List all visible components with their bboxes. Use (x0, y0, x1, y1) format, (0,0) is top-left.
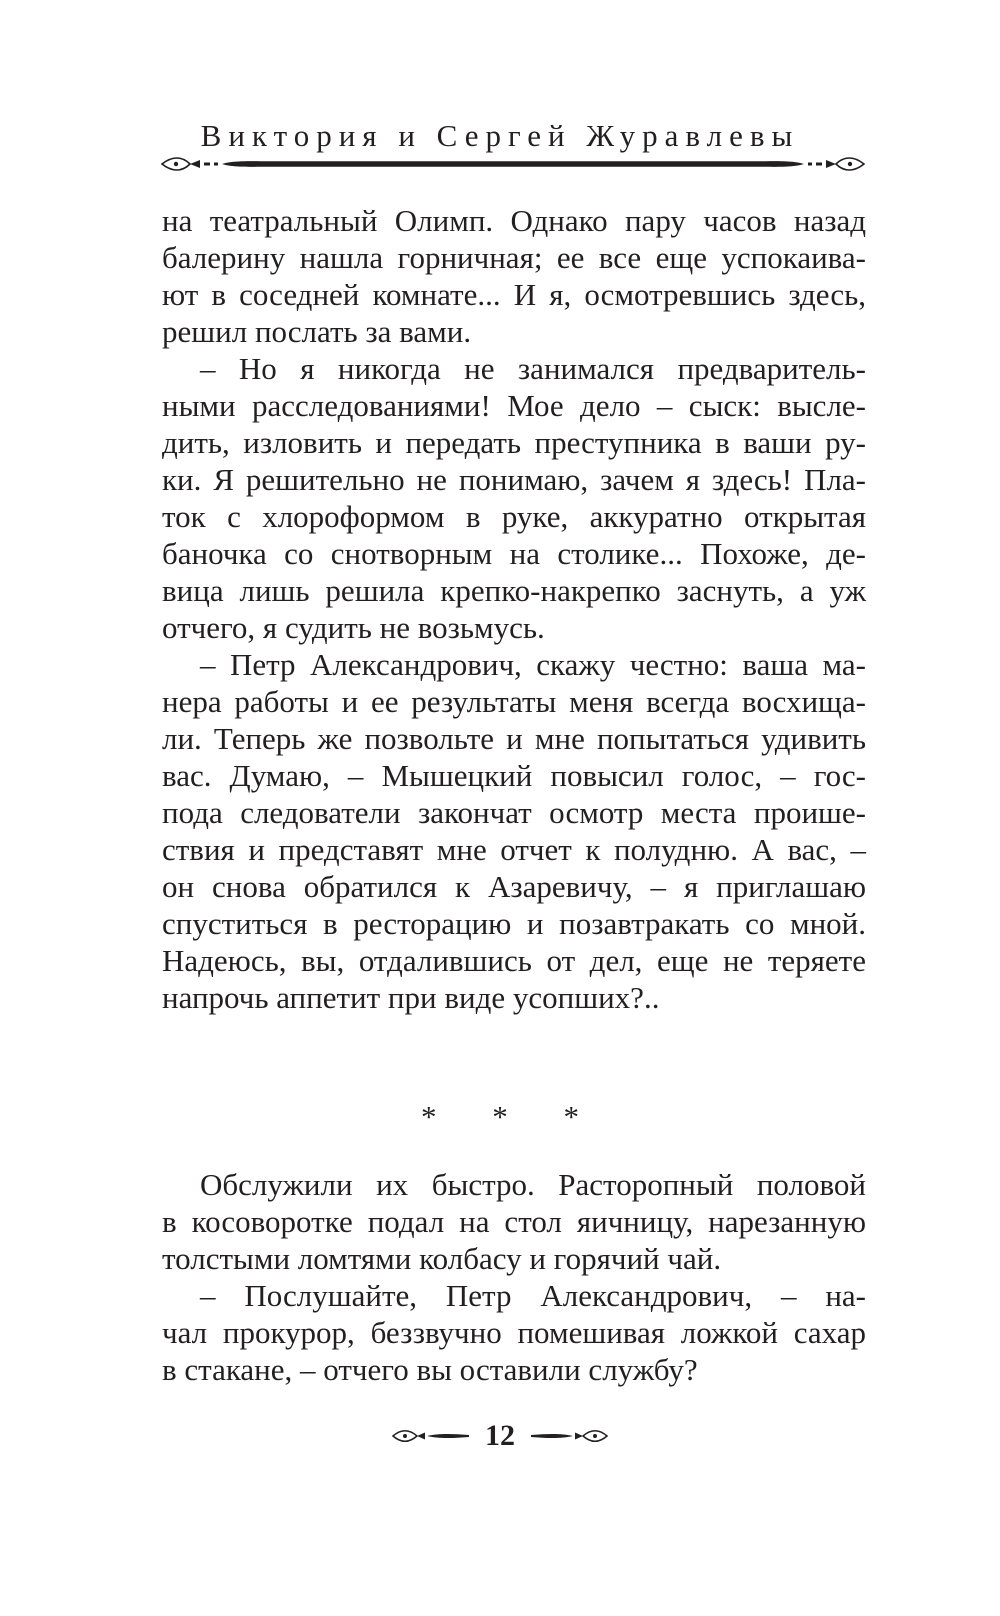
folio-ornament-left-icon (391, 1426, 471, 1446)
text-line: вас. Думаю, – Мышецкий повысил голос, – гос- (162, 758, 866, 793)
text-line: вица лишь решила крепко-накрепко заснуть, а уж (162, 573, 866, 608)
text-line: ли. Теперь же позвольте и мне попытаться удивить (162, 721, 866, 756)
text-line: на театральный Олимп. Однако пару часов назад (162, 203, 866, 238)
text-line: в стакане, – отчего вы оставили службу? (162, 1352, 698, 1387)
text-line: – Петр Александрович, скажу честно: ваша ма- (200, 647, 866, 682)
text-line: баночка со снотворным на столике... Похоже, де- (162, 536, 866, 571)
text-line: напрочь аппетит при виде усопших?.. (162, 980, 660, 1015)
text-block-first (162, 202, 866, 1016)
text-line: пода следователи закончат осмотр места проише- (162, 795, 866, 830)
text-line: в косоворотке подал на стол яичницу, нарезанную (162, 1204, 866, 1239)
text-line: ток с хлороформом в руке, аккуратно открытая (162, 499, 866, 534)
text-block-second (162, 1166, 866, 1388)
text-line: ными расследованиями! Мое дело – сыск: высле- (162, 388, 866, 423)
text-line: Обслужили их быстро. Расторопный половой (200, 1167, 866, 1202)
text-line: нера работы и ее результаты меня всегда восхища- (162, 684, 866, 719)
text-line: ки. Я решительно не понимаю, зачем я здесь! Пла- (162, 462, 866, 497)
text-line: отчего, я судить не возьмусь. (162, 610, 545, 645)
section-break-asterisks: * * * (421, 1099, 603, 1134)
text-line: Надеюсь, вы, отдалившись от дел, еще не теряете (162, 943, 866, 978)
running-head-title: Виктория и Сергей Журавлевы (200, 118, 800, 153)
page-number: 12 (485, 1419, 515, 1452)
text-line: ствия и представят мне отчет к полудню. А вас, – (162, 832, 866, 867)
text-line: – Но я никогда не занимался предваритель- (200, 351, 866, 386)
folio-ornament-right-icon (529, 1426, 609, 1446)
text-line: чал прокурор, беззвучно помешивая ложкой сахар (162, 1315, 866, 1350)
text-line: – Послушайте, Петр Александрович, – на- (200, 1278, 866, 1313)
text-line: спуститься в ресторацию и позавтракать со мной. (162, 906, 866, 941)
text-line: дить, изловить и передать преступника в ваши ру- (162, 425, 866, 460)
text-line: толстыми ломтями колбасу и горячий чай. (162, 1241, 722, 1276)
text-line: ют в соседней комнате... И я, осмотревшись здесь, (162, 277, 866, 312)
text-line: балерину нашла горничная; ее все еще успокаива- (162, 240, 866, 275)
text-line: решил послать за вами. (162, 314, 472, 349)
text-line: он снова обратился к Азаревичу, – я приглашаю (162, 869, 866, 904)
header-ornament-divider (160, 152, 866, 176)
page-footer (0, 1416, 1000, 1456)
